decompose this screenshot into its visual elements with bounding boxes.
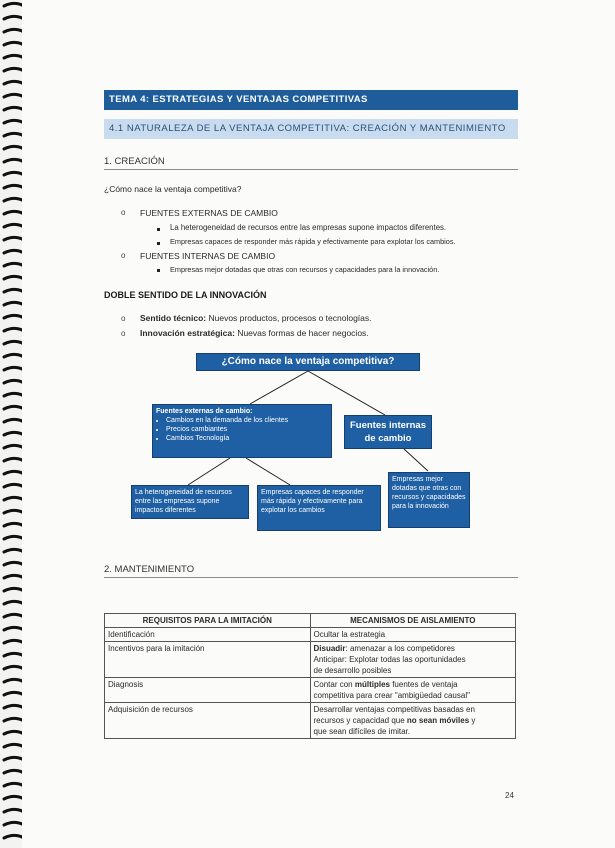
diagram-mejor-dotadas-box: Empresas mejor dotadas que otras con recursos y capacidades para la innovación xyxy=(388,472,470,528)
diagram-capaces-box: Empresas capaces de responder más rápida y efectivamente para explotar los cambios xyxy=(257,485,381,531)
diagram-question-box: ¿Cómo nace la ventaja competitiva? xyxy=(196,353,420,371)
cell-line-disuadir: Disuadir: amenazar a los competidores xyxy=(313,644,455,653)
cell-line: Anticipar: Explotar todas las oportunidades xyxy=(313,655,466,664)
table-cell: Incentivos para la imitación xyxy=(105,642,311,678)
externas-item-2: Empresas capaces de responder más rápida y efectivamente para explotar los cambios. xyxy=(170,237,456,246)
circle-bullet-icon: o xyxy=(121,208,126,217)
creacion-title: 1. CREACIÓN xyxy=(104,156,518,170)
circle-bullet-icon: o xyxy=(121,314,126,323)
square-bullet-icon xyxy=(157,269,160,272)
externas-bullet: • Precios cambiantes xyxy=(166,425,328,434)
internas-label: FUENTES INTERNAS DE CAMBIO xyxy=(140,251,276,261)
table-cell xyxy=(310,703,516,739)
tema-band: TEMA 4: ESTRATEGIAS Y VENTAJAS COMPETITIVAS xyxy=(104,90,518,110)
table-cell xyxy=(310,678,516,703)
subtema-band: 4.1 NATURALEZA DE LA VENTAJA COMPETITIVA: CREACIÓN Y MANTENIMIENTO xyxy=(104,119,518,139)
page-number: 24 xyxy=(505,791,514,800)
mantenimiento-title: 2. MANTENIMIENTO xyxy=(104,564,518,578)
externas-bullet: • Cambios en la demanda de los clientes xyxy=(166,416,328,425)
diagram-externas-box xyxy=(152,404,332,458)
diagram-heterogeneidad-box: La heterogeneidad de recursos entre las empresas supone impactos diferentes xyxy=(131,485,249,519)
table-header: MECANISMOS DE AISLAMIENTO xyxy=(310,614,516,628)
circle-bullet-icon: o xyxy=(121,251,126,260)
externas-label: FUENTES EXTERNAS DE CAMBIO xyxy=(140,208,278,218)
cell-line: competitiva para crear "ambigüedad causal" xyxy=(313,691,470,700)
cell-line-multiples: Contar con múltiples fuentes de ventaja xyxy=(313,680,458,689)
table-header: REQUISITOS PARA LA IMITACIÓN xyxy=(105,614,311,628)
table-row xyxy=(105,628,516,642)
table-cell xyxy=(310,642,516,678)
doble-item-2: Innovación estratégica: Nuevas formas de hacer negocios. xyxy=(140,328,369,338)
externas-item-1: La heterogeneidad de recursos entre las empresas supone impactos diferentes. xyxy=(170,223,447,232)
requisitos-table xyxy=(104,613,516,739)
table-row xyxy=(105,678,516,703)
circle-bullet-icon: o xyxy=(121,329,126,338)
internas-item-1: Empresas mejor dotadas que otras con recursos y capacidades para la innovación. xyxy=(170,265,440,274)
externas-bullet: • Cambios Tecnología xyxy=(166,434,328,443)
table-cell: Diagnosis xyxy=(105,678,311,703)
table-cell: Identificación xyxy=(105,628,311,642)
cell-line: Desarrollar ventajas competitivas basadas en xyxy=(313,705,475,714)
table-cell: Ocultar la estrategia xyxy=(310,628,516,642)
diagram-internas-box: Fuentes internas de cambio xyxy=(344,415,432,449)
doble-item-1: Sentido técnico: Nuevos productos, procesos o tecnologías. xyxy=(140,313,372,323)
question-text: ¿Cómo nace la ventaja competitiva? xyxy=(104,184,242,194)
table-row xyxy=(105,642,516,678)
cell-line-no-moviles: recursos y capacidad que no sean móviles y xyxy=(313,716,476,725)
externas-box-title: Fuentes externas de cambio: xyxy=(156,408,253,415)
doble-sentido-title: DOBLE SENTIDO DE LA INNOVACIÓN xyxy=(104,290,267,300)
table-row xyxy=(105,703,516,739)
square-bullet-icon xyxy=(157,242,160,245)
cell-line: que sean difíciles de imitar. xyxy=(313,727,410,736)
square-bullet-icon xyxy=(157,228,160,231)
cell-line: de desarrollo posibles xyxy=(313,666,392,675)
table-cell: Adquisición de recursos xyxy=(105,703,311,739)
